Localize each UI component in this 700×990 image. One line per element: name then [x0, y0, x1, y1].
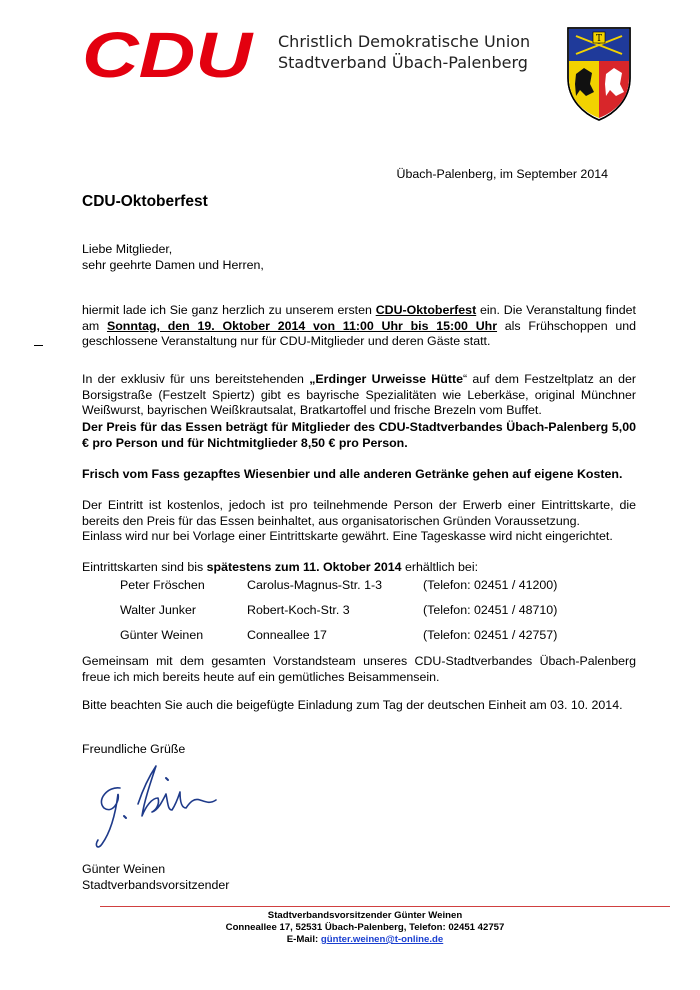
handwritten-signature — [90, 758, 250, 858]
letter-date: Übach-Palenberg, im September 2014 — [396, 167, 608, 181]
signer-name: Günter Weinen — [82, 862, 166, 876]
fold-mark — [34, 345, 43, 346]
paragraph-price: Der Preis für das Essen beträgt für Mitglieder des CDU-Stadtverbandes Übach-Palenberg 5,00 € pro Person und für Nichtmitglieder 8,50 € pro Person. — [82, 420, 636, 450]
paragraph-closing-remark: Gemeinsam mit dem gesamten Vorstandsteam unseres CDU-Stadtverbandes Übach-Palenberg freue ich mich bereits heute auf ein gemütliches Beisammensein. — [82, 654, 636, 684]
organization-name — [278, 31, 530, 73]
org-line-1: Christlich Demokratische Union — [278, 32, 531, 51]
paragraph-admission — [82, 498, 636, 545]
salutation-line-1: Liebe Mitglieder, — [82, 242, 173, 256]
paragraph-attachment-note: Bitte beachten Sie auch die beigefügte Einladung zum Tag der deutschen Einheit am 03. 10. 2014. — [82, 698, 623, 712]
contact-name: Günter Weinen — [120, 628, 204, 642]
signer-block — [82, 862, 229, 893]
paragraph-drinks: Frisch vom Fass gezapftes Wiesenbier und alle anderen Getränke gehen auf eigene Kosten. — [82, 467, 623, 481]
footer-divider — [100, 906, 670, 907]
admission-note: Einlass wird nur bei Vorlage einer Eintrittskarte gewährt. Eine Tageskasse wird nicht eingerichtet. — [82, 529, 613, 543]
paragraph-venue: In der exklusiv für uns bereitstehenden „Erdinger Urweisse Hütte“ auf dem Festzeltplatz an der Borsigstraße (Festzelt Spiertz) gibt es bayrische Spezialitäten wie Leberkäse, original Münchner Weißwurst, bayrischen Weißkrautsalat, Bratkartoffel und frische Brezeln vom Buffet. — [82, 372, 636, 417]
cdu-logo-text: CDU — [82, 27, 254, 81]
salutation-line-2: sehr geehrte Damen und Herren, — [82, 257, 264, 272]
cdu-logo — [82, 27, 254, 81]
footer-line-2: Conneallee 17, 52531 Übach-Palenberg, Telefon: 02451 42757 — [225, 922, 505, 933]
paragraph-tickets: Eintrittskarten sind bis spätestens zum 11. Oktober 2014 erhältlich bei: — [82, 560, 479, 574]
salutation — [82, 242, 636, 273]
footer-email-label: E-Mail: — [286, 934, 321, 945]
paragraph-invitation: hiermit lade ich Sie ganz herzlich zu unserem ersten CDU-Oktoberfest ein. Die Veranstaltung findet am Sonntag, den 19. Oktober 2014 von 11:00 Uhr bis 15:00 Uhr als Frühschoppen und geschlossene Veranstaltung nur für CDU-Mitglieder und deren Gäste statt. — [82, 303, 637, 348]
admission-text: Der Eintritt ist kostenlos, jedoch ist pro teilnehmende Person der Erwerb einer Eintrittskarte, die bereits den Preis für das Essen beinhaltet, aus organisatorischen Gründen Voraussetzung. — [82, 498, 636, 528]
contact-name: Walter Junker — [120, 603, 196, 617]
event-name: CDU-Oktoberfest — [375, 303, 477, 317]
contact-phone: (Telefon: 02451 / 41200) — [423, 578, 558, 592]
venue-name: „Erdinger Urweisse Hütte — [309, 372, 463, 386]
footer-line-1: Stadtverbandsvorsitzender Günter Weinen — [267, 910, 463, 921]
footer-email-link[interactable]: günter.weinen@t-online.de — [320, 934, 444, 945]
contact-phone: (Telefon: 02451 / 48710) — [423, 603, 558, 617]
footer-email-line — [150, 934, 580, 946]
contact-address: Carolus-Magnus-Str. 1-3 — [247, 578, 382, 592]
contact-address: Conneallee 17 — [247, 628, 327, 642]
closing-phrase: Freundliche Grüße — [82, 742, 186, 756]
contact-address: Robert-Koch-Str. 3 — [247, 603, 350, 617]
signer-title: Stadtverbandsvorsitzender — [82, 877, 230, 892]
coat-of-arms-icon — [566, 26, 632, 122]
event-datetime: Sonntag, den 19. Oktober 2014 von 11:00 Uhr bis 15:00 Uhr — [106, 318, 498, 333]
ticket-deadline: spätestens zum 11. Oktober 2014 — [206, 560, 402, 574]
contact-name: Peter Fröschen — [120, 578, 205, 592]
svg-text:T: T — [595, 34, 603, 44]
contact-phone: (Telefon: 02451 / 42757) — [423, 628, 558, 642]
letter-subject: CDU-Oktoberfest — [82, 193, 208, 210]
letter-footer — [150, 910, 580, 946]
org-line-2: Stadtverband Übach-Palenberg — [278, 53, 528, 72]
